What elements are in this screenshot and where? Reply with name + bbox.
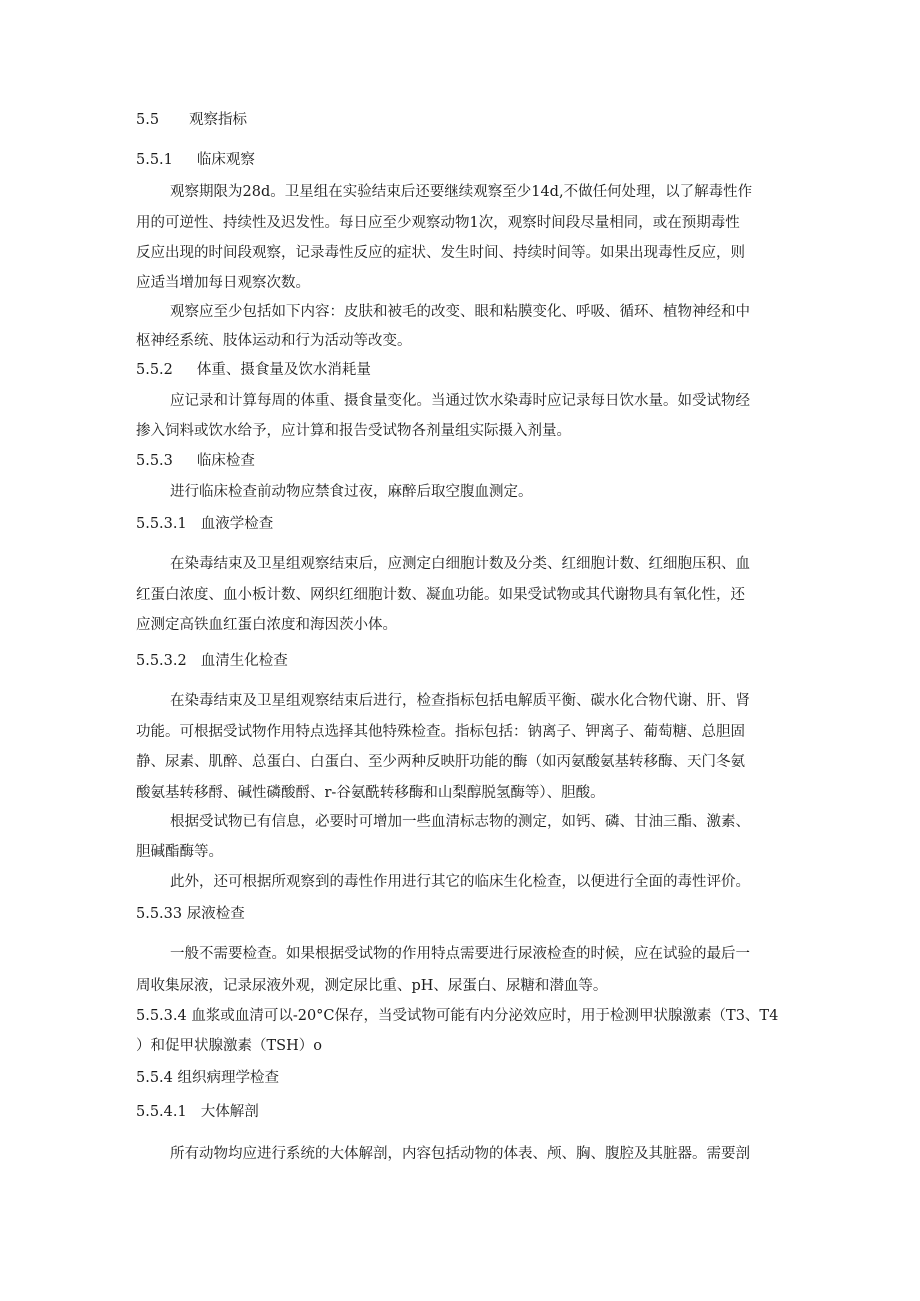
section-number: 5.5.3.2	[136, 653, 187, 669]
paragraph-line: 静、尿素、肌醉、总蛋白、白蛋白、至少两种反映肝功能的酶（如丙氨酸氨基转移酶、天门冬氨	[136, 754, 745, 770]
paragraph-line: 应适当增加每日观察次数。	[136, 275, 310, 291]
heading-5-5-1	[136, 150, 255, 170]
heading-5-5-3	[136, 451, 255, 471]
heading-5-5-3-1	[136, 514, 273, 534]
heading-5-5-3-3: 5.5.33 尿液检查	[136, 906, 245, 922]
heading-5-5-2	[136, 360, 371, 380]
section-number: 5.5.1	[136, 152, 173, 168]
paragraph-line: 掺入饲料或饮水给予，应计算和报告受试物各剂量组实际摄入剂量。	[136, 423, 571, 439]
section-title: 临床检查	[196, 453, 255, 469]
paragraph-line: 功能。可根据受试物作用特点选择其他特殊检查。指标包括：钠离子、钾离子、葡萄糖、总胆固	[136, 724, 745, 740]
paragraph-line: 在染毒结束及卫星组观察结束后进行，检查指标包括电解质平衡、碳水化合物代谢、肝、肾	[170, 693, 750, 709]
paragraph-line: 枢神经系统、肢体运动和行为活动等改变。	[136, 333, 412, 349]
paragraph-line: 一般不需要检查。如果根据受试物的作用特点需要进行尿液检查的时候，应在试验的最后一	[170, 946, 750, 962]
paragraph-line: 观察期限为28d。卫星组在实验结束后还要继续观察至少14d,不做任何处理，以了解毒性作	[170, 184, 753, 200]
paragraph-line: 5.5.3.4 血浆或血清可以-20°C保存，当受试物可能有内分泌效应时，用于检测甲状腺激素（T3、T4	[136, 1008, 779, 1024]
section-title: 血清生化检查	[200, 653, 288, 669]
paragraph-line: 红蛋白浓度、血小板计数、网织红细胞计数、凝血功能。如果受试物或其代谢物具有氧化性，还	[136, 587, 745, 603]
section-number: 5.5.3.1	[136, 516, 187, 532]
paragraph-line: 所有动物均应进行系统的大体解剖，内容包括动物的体表、颅、胸、腹腔及其脏器。需要剖	[170, 1146, 750, 1162]
section-title: 临床观察	[196, 152, 255, 168]
paragraph-line: 在染毒结束及卫星组观察结束后，应测定白细胞计数及分类、红细胞计数、红细胞压积、血	[170, 556, 750, 572]
paragraph-line: 应测定高铁血红蛋白浓度和海因茨小体。	[136, 617, 397, 633]
section-title: 大体解剖	[200, 1104, 259, 1120]
section-number: 5.5.4.1	[136, 1104, 187, 1120]
heading-5-5-4-1	[136, 1102, 259, 1122]
paragraph-line: 胆碱酯酶等。	[136, 844, 223, 860]
paragraph-line: 此外，还可根据所观察到的毒性作用进行其它的临床生化检查，以便进行全面的毒性评价。	[170, 874, 750, 890]
paragraph-line: 周收集尿液，记录尿液外观，测定尿比重、pH、尿蛋白、尿糖和潜血等。	[136, 978, 608, 994]
paragraph-line: ）和促甲状腺激素（TSH）o	[136, 1038, 322, 1054]
section-title: 血液学检查	[200, 516, 274, 532]
paragraph-line: 应记录和计算每周的体重、摄食量变化。当通过饮水染毒时应记录每日饮水量。如受试物经	[170, 393, 750, 409]
paragraph-line: 进行临床检查前动物应禁食过夜，麻醉后取空腹血测定。	[170, 484, 533, 500]
paragraph-line: 根据受试物已有信息，必要时可增加一些血清标志物的测定，如钙、磷、甘油三酯、激素、	[170, 814, 750, 830]
section-number: 5.5	[136, 112, 160, 128]
section-title: 体重、摄食量及饮水消耗量	[196, 362, 371, 378]
section-title: 观察指标	[189, 112, 248, 128]
paragraph-line: 用的可逆性、持续性及迟发性。每日应至少观察动物1次，观察时间段尽量相同，或在预期毒性	[136, 215, 740, 231]
section-number: 5.5.3	[136, 453, 173, 469]
paragraph-line: 酸氨基转移酹、碱性磷酸酹、r-谷氨酰转移酶和山梨醇脱氢酶等）、胆酸。	[136, 785, 605, 801]
heading-5-5-4: 5.5.4 组织病理学检查	[136, 1070, 280, 1086]
paragraph-line: 观察应至少包括如下内容：皮肤和被毛的改变、眼和粘膜变化、呼吸、循环、植物神经和中	[170, 304, 750, 320]
section-number: 5.5.2	[136, 362, 173, 378]
heading-5-5	[136, 110, 247, 130]
heading-5-5-3-2	[136, 651, 288, 671]
paragraph-line: 反应出现的时间段观察，记录毒性反应的症状、发生时间、持续时间等。如果出现毒性反应，则	[136, 245, 745, 261]
